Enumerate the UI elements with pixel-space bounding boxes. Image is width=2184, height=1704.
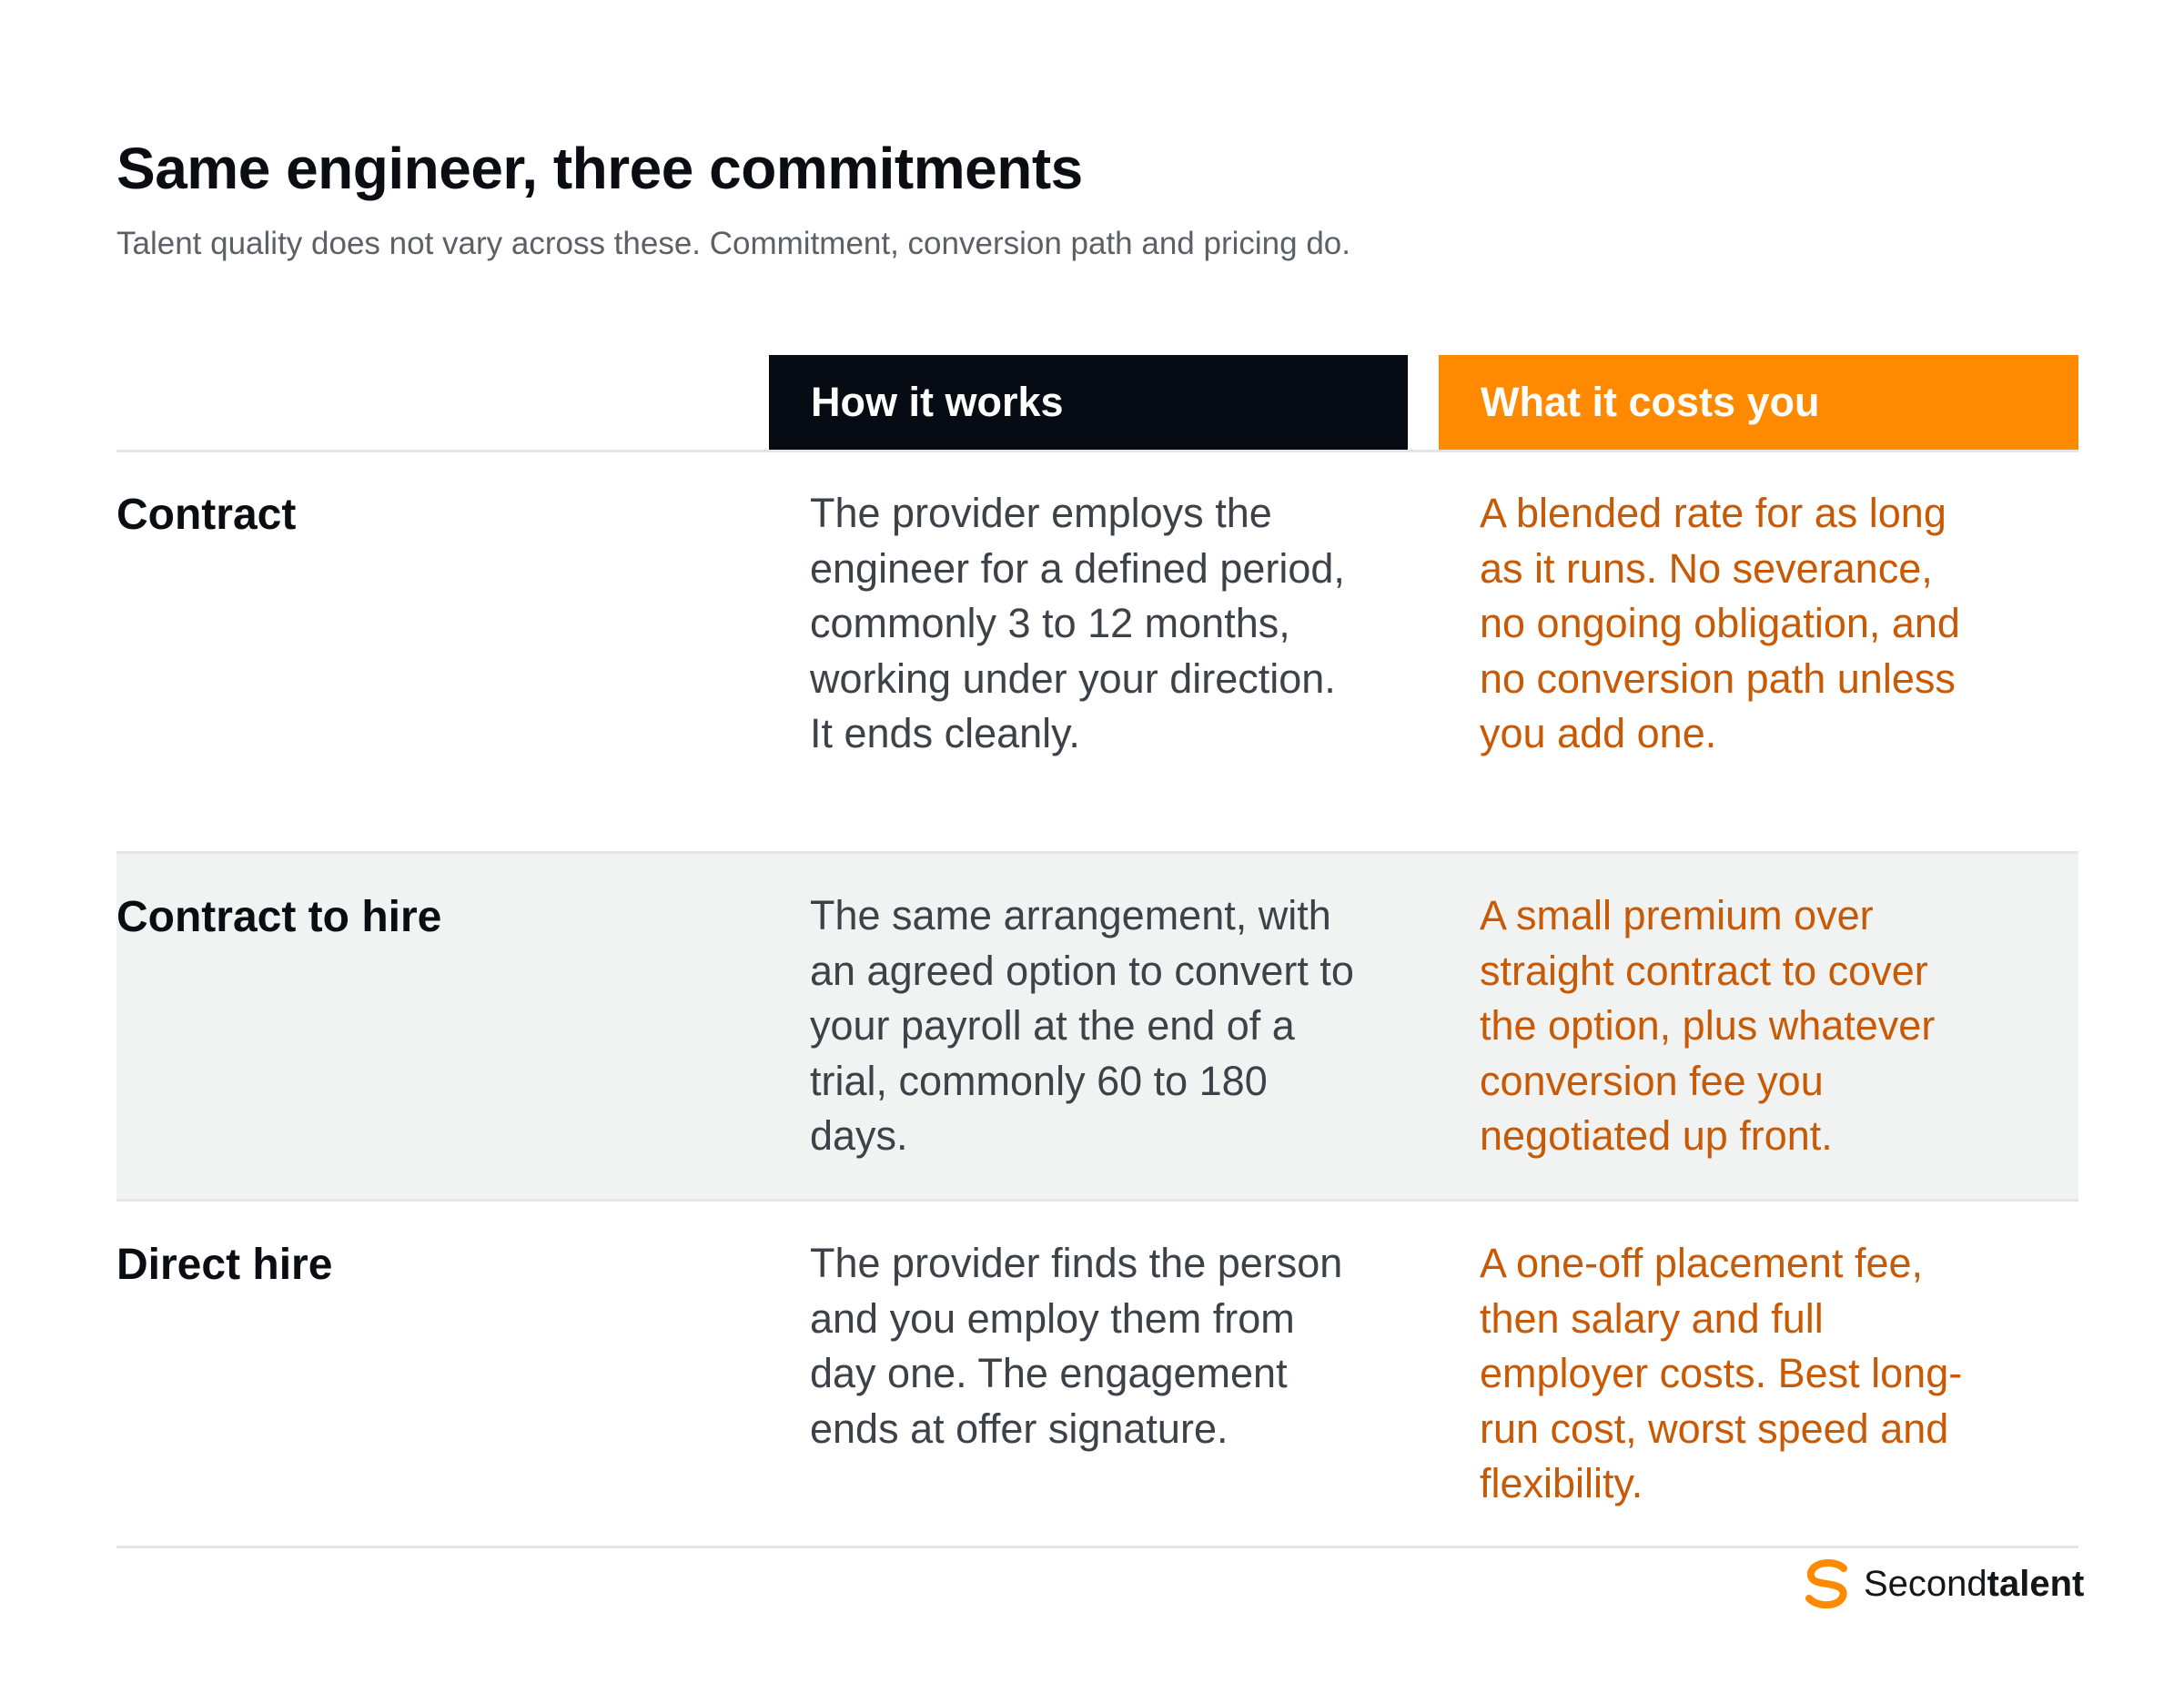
table-row-direct-hire <box>116 1202 2078 1546</box>
column-header-how <box>769 355 1408 450</box>
page-subtitle: Talent quality does not vary across these. Commitment, conversion path and pricing do. <box>116 226 1350 261</box>
row-how-text: The same arrangement, with an agreed option to convert to your payroll at the end of a trial, commonly 60 to 180 days. <box>810 892 1354 1159</box>
brand-word-bold: talent <box>1987 1563 2085 1604</box>
column-header-how-label: How it works <box>811 379 1064 425</box>
column-header-cost-label: What it costs you <box>1481 379 1820 425</box>
row-how-text: The provider finds the person and you employ them from day one. The engagement ends at offer signature. <box>810 1240 1343 1452</box>
row-label: Contract <box>116 491 297 539</box>
table-row-contract <box>116 451 2078 851</box>
row-cost-text: A small premium over straight contract to cover the option, plus whatever conversion fee you negotiated up front. <box>1480 892 1936 1159</box>
brand-word-regular: Second <box>1864 1563 1987 1604</box>
brand-logo <box>1804 1557 2084 1611</box>
table-row-contract-to-hire <box>116 854 2078 1201</box>
brand-wordmark <box>1864 1564 2084 1605</box>
row-label: Direct hire <box>116 1241 333 1289</box>
column-header-cost <box>1439 355 2078 450</box>
row-cost-text: A one-off placement fee, then salary and full employer costs. Best long-run cost, worst speed and flexibility. <box>1480 1240 1963 1506</box>
secondtalent-s-logo-icon <box>1804 1559 1851 1608</box>
table-divider <box>116 1546 2078 1548</box>
row-how-text: The provider employs the engineer for a defined period, commonly 3 to 12 months, working under your direction. It ends cleanly. <box>810 490 1345 756</box>
row-cost-text: A blended rate for as long as it runs. No severance, no ongoing obligation, and no conversion path unless you add one. <box>1480 490 1960 756</box>
page-title: Same engineer, three commitments <box>116 136 1083 201</box>
row-label: Contract to hire <box>116 893 442 941</box>
